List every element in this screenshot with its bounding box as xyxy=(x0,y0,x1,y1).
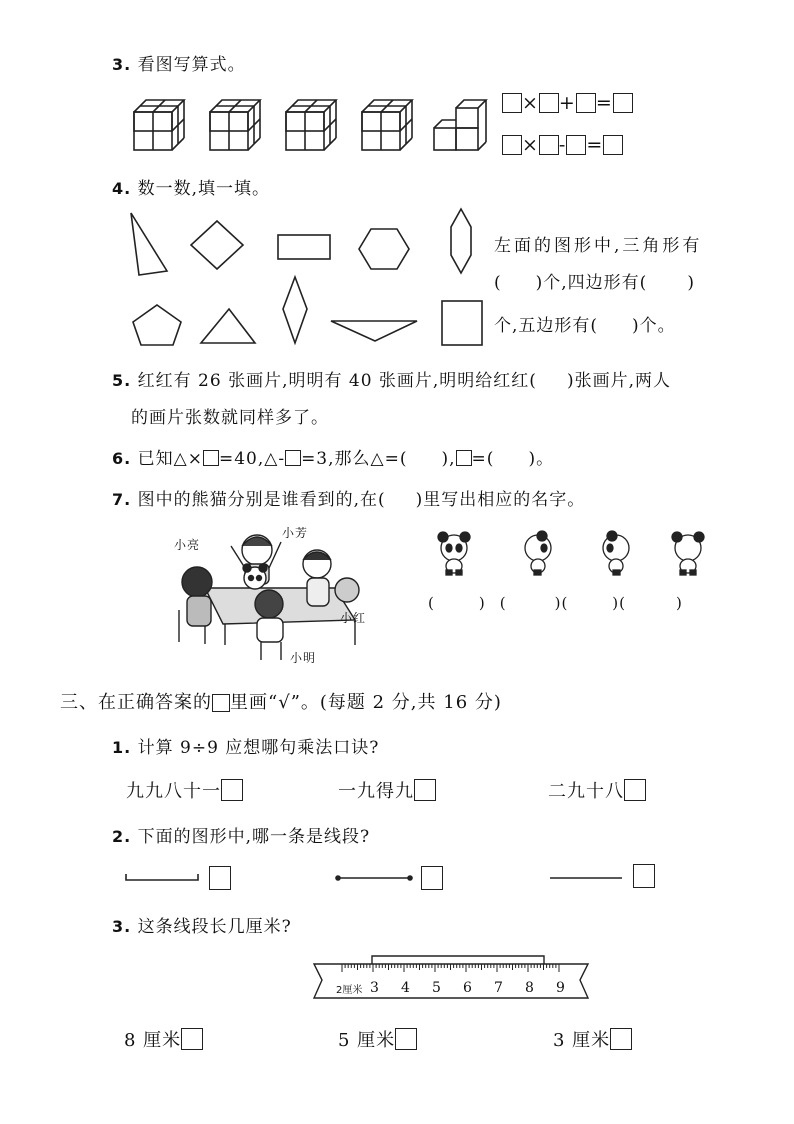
s3-option-3: 3 厘米 xyxy=(553,1026,632,1052)
ruler-tick-label: 5 xyxy=(432,980,441,996)
answer-box[interactable] xyxy=(539,135,559,155)
ruler-tick-label: 8 xyxy=(525,980,534,996)
shape-rhombus xyxy=(191,221,243,269)
q4-title: 4. 数一数,填一填。 xyxy=(112,179,271,199)
answer-box[interactable] xyxy=(610,1028,632,1050)
shape-long-hexagon xyxy=(451,209,471,273)
answer-box[interactable] xyxy=(633,864,655,888)
cube-groups-figure xyxy=(130,96,500,156)
answer-box[interactable] xyxy=(624,779,646,801)
panda-back-view xyxy=(672,532,704,575)
square-symbol xyxy=(456,450,472,466)
panda-side-view-right xyxy=(603,531,629,575)
section-3-title: 三、在正确答案的 里画“√”。(每题 2 分,共 16 分) xyxy=(60,692,502,713)
pandas-row xyxy=(430,530,720,580)
ruler-tick-label: 4 xyxy=(401,980,410,996)
shape-hexagon xyxy=(359,229,409,269)
cube-group-5 xyxy=(434,100,486,150)
answer-box[interactable] xyxy=(539,93,559,113)
name-label: 小芳 xyxy=(282,526,309,540)
square-symbol xyxy=(212,694,230,712)
q3-title: 3. 看图写算式。 xyxy=(112,55,246,75)
shape-flat-triangle xyxy=(331,321,417,341)
answer-box[interactable] xyxy=(421,866,443,890)
q4-line-2: ( )个,四边形有( ) xyxy=(494,273,695,293)
name-label: 小明 xyxy=(290,651,317,665)
answer-box[interactable] xyxy=(613,93,633,113)
s3-option-1: 8 厘米 xyxy=(124,1026,203,1052)
shape-triangle-2 xyxy=(201,309,255,343)
measured-segment xyxy=(372,956,544,964)
s1-option-1: 九九八十一 xyxy=(126,777,243,803)
ruler-tick-label: 9 xyxy=(556,980,565,996)
q5-line-2: 的画片张数就同样多了。 xyxy=(131,408,329,428)
q3-equation-1: × + = xyxy=(502,92,633,114)
cube-group-1 xyxy=(134,100,184,150)
cube-group-3 xyxy=(286,100,336,150)
ruler-tick-label: 7 xyxy=(494,980,503,996)
shape-triangle-1 xyxy=(131,213,167,275)
shape-rectangle xyxy=(278,235,330,259)
answer-box[interactable] xyxy=(502,93,522,113)
name-label: 小红 xyxy=(340,611,367,625)
q6-line: 6. 已知△× =40,△- =3,那么△=( ), =( )。 xyxy=(112,449,555,469)
answer-box[interactable] xyxy=(414,779,436,801)
answer-box[interactable] xyxy=(221,779,243,801)
answer-box[interactable] xyxy=(395,1028,417,1050)
s3-title: 3. 这条线段长几厘米? xyxy=(112,917,292,937)
ruler-tick-labels xyxy=(306,980,596,1000)
q3-equation-2: × - = xyxy=(502,134,623,156)
panda-side-view-left xyxy=(525,531,551,575)
cube-group-4 xyxy=(362,100,412,150)
q4-line-3: 个,五边形有( )个。 xyxy=(494,316,676,336)
q5-line-1: 5. 红红有 26 张画片,明明有 40 张画片,明明给红红( )张画片,两人 xyxy=(112,371,671,391)
s1-option-2: 一九得九 xyxy=(338,777,436,803)
shape-thin-rhombus xyxy=(283,277,307,343)
line-options-figure xyxy=(120,862,680,892)
panda-front-view xyxy=(438,532,470,575)
s1-option-3: 二九十八 xyxy=(548,777,646,803)
s1-title: 1. 计算 9÷9 应想哪句乘法口诀? xyxy=(112,738,380,758)
shapes-figure xyxy=(125,205,485,350)
s3-option-2: 5 厘米 xyxy=(338,1026,417,1052)
ruler-unit-label: 2厘米 xyxy=(336,985,363,996)
open-bracket-line xyxy=(126,874,198,880)
q4-line-1: 左面的图形中,三角形有 xyxy=(494,236,703,256)
square-symbol xyxy=(203,450,219,466)
s2-title: 2. 下面的图形中,哪一条是线段? xyxy=(112,827,371,847)
answer-box[interactable] xyxy=(209,866,231,890)
answer-box[interactable] xyxy=(576,93,596,113)
q7-title: 7. 图中的熊猫分别是谁看到的,在( )里写出相应的名字。 xyxy=(112,490,586,510)
shape-square xyxy=(442,301,482,345)
ruler-tick-label: 3 xyxy=(370,980,379,996)
cube-group-2 xyxy=(210,100,260,150)
name-label: 小亮 xyxy=(174,538,201,552)
answer-box[interactable] xyxy=(566,135,586,155)
answer-box[interactable] xyxy=(181,1028,203,1050)
square-symbol xyxy=(285,450,301,466)
answer-box[interactable] xyxy=(502,135,522,155)
answer-parens-row: ( ) ( )( )( ) xyxy=(428,594,683,612)
ruler-tick-label: 6 xyxy=(463,980,472,996)
shape-pentagon xyxy=(133,305,181,345)
answer-box[interactable] xyxy=(603,135,623,155)
